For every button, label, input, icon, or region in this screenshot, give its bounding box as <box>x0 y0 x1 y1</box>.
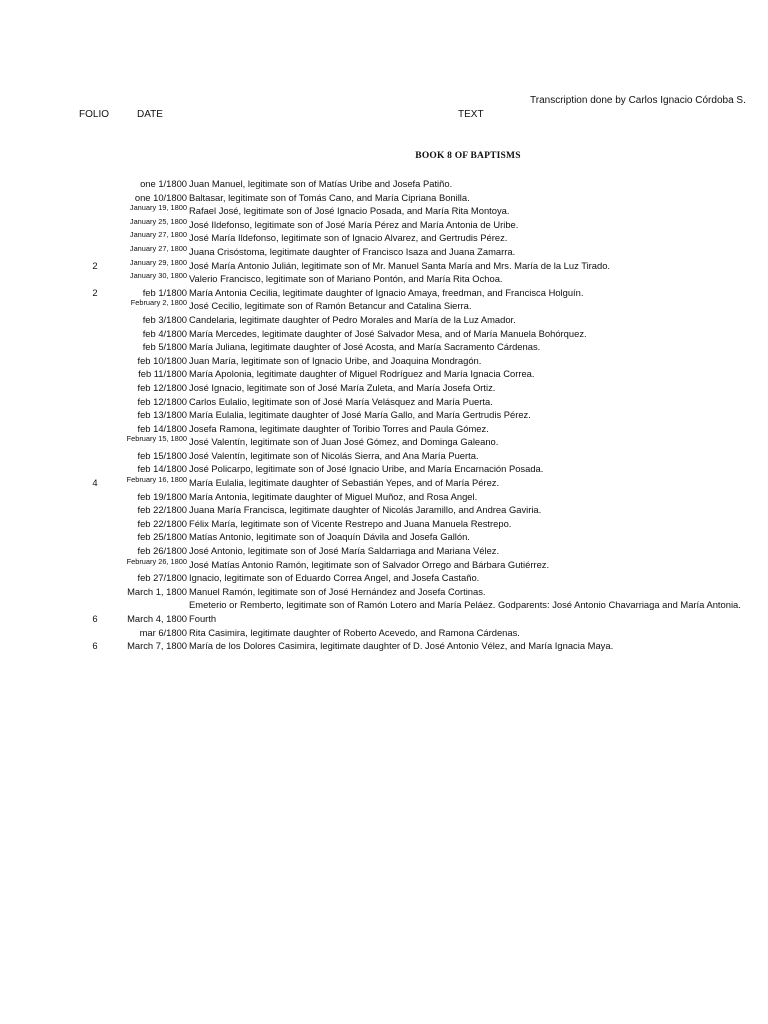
record-text: José Policarpo, legitimate son of José Ignacio Uribe, and María Encarnación Posada. <box>189 463 544 475</box>
record-text: Juan Manuel, legitimate son of Matías Uribe and Josefa Patiño. <box>189 178 453 189</box>
record-row <box>0 558 768 572</box>
record-text: Matías Antonio, legitimate son of Joaquín Dávila and Josefa Gallón. <box>189 531 470 543</box>
record-row <box>0 299 768 313</box>
record-text: María Mercedes, legitimate daughter of José Salvador Mesa, and of María Manuela Bohórquez. <box>189 327 587 339</box>
record-row <box>0 204 768 218</box>
record-folio: 2 <box>92 259 98 271</box>
record-row <box>0 313 768 327</box>
record-row <box>0 395 768 409</box>
record-text: José Ignacio, legitimate son of José María Zuleta, and María Josefa Ortiz. <box>189 381 496 393</box>
record-text: Ignacio, legitimate son of Eduardo Correa Angel, and Josefa Castaño. <box>189 572 480 584</box>
record-text: Emeterio or Remberto, legitimate son of Ramón Lotero and María Peláez. Godparents: José Antonio Chavarriaga and María Antonia. <box>189 599 741 611</box>
record-date: March 4, 1800 <box>127 613 187 624</box>
record-text: José María Antonio Julián, legitimate son of Mr. Manuel Santa María and Mrs. María de la Luz Tirado. <box>189 259 611 271</box>
record-row <box>0 612 768 626</box>
record-date: feb 19/1800 <box>137 490 187 502</box>
record-text: José Matías Antonio Ramón, legitimate son of Salvador Orrego and Bárbara Gutiérrez. <box>189 558 550 570</box>
record-date: feb 26/1800 <box>137 545 187 557</box>
baptism-records-list <box>0 177 768 653</box>
record-text: Candelaria, legitimate daughter of Pedro Morales and María de la Luz Amador. <box>189 313 516 325</box>
record-text: Valerio Francisco, legitimate son of Mariano Pontón, and María Rita Ochoa. <box>189 273 503 285</box>
record-date: January 29, 1800 <box>129 257 187 267</box>
record-date: feb 22/1800 <box>137 517 187 529</box>
record-text: Carlos Eulalio, legitimate son of José María Velásquez and María Puerta. <box>189 395 493 407</box>
record-row <box>0 626 768 640</box>
record-date: feb 4/1800 <box>142 327 187 339</box>
record-row <box>0 490 768 504</box>
record-folio: 2 <box>92 286 98 298</box>
record-text: Rita Casimira, legitimate daughter of Roberto Acevedo, and Ramona Cárdenas. <box>189 626 520 638</box>
record-date: March 1, 1800 <box>127 585 187 597</box>
record-date: feb 10/1800 <box>137 354 187 366</box>
record-date: feb 1/1800 <box>142 286 187 298</box>
record-date: one 10/1800 <box>134 191 187 203</box>
record-text: María Antonia, legitimate daughter of Miguel Muñoz, and Rosa Angel. <box>189 490 478 502</box>
text-column-header: TEXT <box>458 109 484 120</box>
record-row <box>0 231 768 245</box>
record-row <box>0 381 768 395</box>
record-date: January 27, 1800 <box>129 230 187 240</box>
record-text: Josefa Ramona, legitimate daughter of Toribio Torres and Paula Gómez. <box>189 422 489 434</box>
record-text: María Eulalia, legitimate daughter of José María Gallo, and María Gertrudis Pérez. <box>189 409 531 421</box>
record-text: María Apolonia, legitimate daughter of Miguel Rodríguez and María Ignacia Correa. <box>189 368 535 380</box>
record-text: Juana Crisóstoma, legitimate daughter of Francisco Isaza and Juana Zamarra. <box>189 245 516 257</box>
record-date: feb 14/1800 <box>137 463 187 475</box>
record-date: feb 13/1800 <box>137 409 187 421</box>
record-text: Fourth <box>189 613 217 624</box>
record-date: February 2, 1800 <box>130 298 187 308</box>
record-date: feb 15/1800 <box>137 449 187 461</box>
record-text: Juana María Francisca, legitimate daughter of Nicolás Jaramillo, and Andrea Gaviria. <box>189 504 542 516</box>
record-folio: 6 <box>92 640 98 652</box>
record-text: Juan María, legitimate son of Ignacio Uribe, and Joaquina Mondragón. <box>189 354 482 366</box>
book-title: BOOK 8 OF BAPTISMS <box>415 151 521 161</box>
record-date: feb 5/1800 <box>142 341 187 353</box>
record-row <box>0 517 768 531</box>
record-row <box>0 503 768 517</box>
record-date: feb 14/1800 <box>137 422 187 434</box>
record-row <box>0 272 768 286</box>
record-row <box>0 435 768 449</box>
record-text: Félix María, legitimate son of Vicente Restrepo and Juana Manuela Restrepo. <box>189 517 512 529</box>
record-row <box>0 462 768 476</box>
record-row <box>0 218 768 232</box>
record-row <box>0 367 768 381</box>
record-date: February 15, 1800 <box>126 434 187 444</box>
record-text: José Ildefonso, legitimate son of José María Pérez and María Antonia de Uribe. <box>189 218 519 230</box>
date-column-header: DATE <box>137 109 163 120</box>
record-row <box>0 327 768 341</box>
record-folio: 4 <box>92 477 98 489</box>
record-text: María Antonia Cecilia, legitimate daughter of Ignacio Amaya, freedman, and Francisca Holguín. <box>189 286 584 298</box>
record-text: José Valentín, legitimate son of Juan José Gómez, and Dominga Galeano. <box>189 436 499 448</box>
record-row <box>0 544 768 558</box>
record-date: feb 25/1800 <box>137 531 187 543</box>
record-row <box>0 177 768 191</box>
transcription-credit: Transcription done by Carlos Ignacio Córdoba S. <box>530 95 746 106</box>
record-date: one 1/1800 <box>140 178 187 189</box>
record-date: feb 11/1800 <box>138 368 187 380</box>
record-text: Rafael José, legitimate son of José Ignacio Posada, and María Rita Montoya. <box>189 205 510 217</box>
record-text: Baltasar, legitimate son of Tomás Cano, and María Cipriana Bonilla. <box>189 191 470 203</box>
record-date: February 26, 1800 <box>126 556 187 566</box>
record-text: María Eulalia, legitimate daughter of Sebastián Yepes, and of María Pérez. <box>189 477 500 489</box>
record-text: Manuel Ramón, legitimate son of José Hernández and Josefa Cortinas. <box>189 585 486 597</box>
record-date: January 25, 1800 <box>129 216 187 226</box>
record-date: feb 22/1800 <box>137 504 187 516</box>
record-row <box>0 422 768 436</box>
record-row <box>0 476 768 490</box>
record-text: José Antonio, legitimate son of José María Saldarriaga and Mariana Vélez. <box>189 545 500 557</box>
record-date: feb 12/1800 <box>137 395 187 407</box>
record-date: January 19, 1800 <box>129 203 187 213</box>
record-text: María de los Dolores Casimira, legitimate daughter of D. José Antonio Vélez, and María Ignacia Maya. <box>189 640 614 652</box>
record-text: José María Ildefonso, legitimate son of Ignacio Alvarez, and Gertrudis Pérez. <box>189 232 508 244</box>
record-row <box>0 598 768 612</box>
folio-column-header: FOLIO <box>79 109 110 120</box>
record-date: feb 12/1800 <box>137 381 187 393</box>
record-date: January 27, 1800 <box>129 243 187 253</box>
record-date: January 30, 1800 <box>129 271 187 281</box>
record-row <box>0 286 768 300</box>
record-row <box>0 530 768 544</box>
record-date: March 7, 1800 <box>127 640 187 652</box>
record-text: María Juliana, legitimate daughter of José Acosta, and María Sacramento Cárdenas. <box>189 341 541 353</box>
record-row <box>0 408 768 422</box>
record-row <box>0 639 768 653</box>
record-row <box>0 571 768 585</box>
record-folio: 6 <box>92 613 98 624</box>
record-date: feb 27/1800 <box>137 572 187 584</box>
record-row <box>0 340 768 354</box>
record-row <box>0 191 768 205</box>
record-row <box>0 585 768 599</box>
record-row <box>0 354 768 368</box>
record-date: February 16, 1800 <box>126 475 187 485</box>
record-date: feb 3/1800 <box>142 313 187 325</box>
record-row <box>0 245 768 259</box>
record-date: mar 6/1800 <box>139 626 187 638</box>
record-row <box>0 449 768 463</box>
record-text: José Valentín, legitimate son of Nicolás Sierra, and Ana María Puerta. <box>189 449 479 461</box>
record-row <box>0 259 768 273</box>
record-text: José Cecilio, legitimate son of Ramón Betancur and Catalina Sierra. <box>189 300 472 312</box>
